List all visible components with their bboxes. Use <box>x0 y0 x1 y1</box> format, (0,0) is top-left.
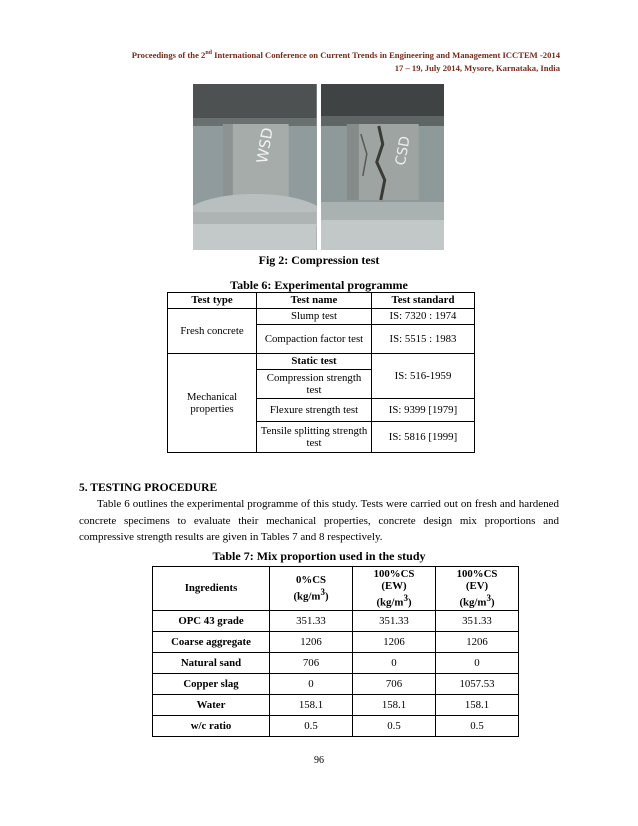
value-cell: 351.33 <box>353 610 436 631</box>
figure-caption: Fig 2: Compression test <box>258 253 380 267</box>
test-name-cell: Compaction factor test <box>257 325 372 354</box>
test-standard-cell: IS: 5816 [1999] <box>372 422 475 453</box>
table7-caption: Table 7: Mix proportion used in the study <box>212 549 426 563</box>
table-header-row <box>153 567 519 611</box>
value-cell: 351.33 <box>436 610 519 631</box>
test-name-cell: Flexure strength test <box>257 399 372 422</box>
section-paragraph: Table 6 outlines the experimental programme of this study. Tests were carried out on fresh and hardened concrete specimens to evaluate their mechanical properties, concrete design mix proportions and compressive strength results are given in Tables 7 and 8 respectively. <box>79 498 559 543</box>
header-text-rest: International Conference on Current Trends in Engineering and Management ICCTEM -2014 <box>212 49 560 60</box>
unit-text: (kg/m <box>376 596 404 609</box>
table-row <box>168 354 475 370</box>
value-cell: 1057.53 <box>436 673 519 694</box>
conference-header <box>132 47 560 75</box>
table-row <box>153 715 519 736</box>
value-cell: 0 <box>436 652 519 673</box>
value-cell: 706 <box>270 652 353 673</box>
header-line-2: 17 – 19, July 2014, Mysore, Karnataka, India <box>394 62 560 73</box>
table-row <box>153 631 519 652</box>
value-cell: 0 <box>270 673 353 694</box>
header-cell: Ingredients <box>153 567 270 611</box>
page-number: 96 <box>314 755 324 766</box>
table-row <box>168 309 475 325</box>
value-cell: 0.5 <box>436 715 519 736</box>
table-row <box>153 694 519 715</box>
test-standard-cell: IS: 516-1959 <box>372 354 475 399</box>
header-cell <box>270 567 353 611</box>
ingredient-cell: Coarse aggregate <box>153 631 270 652</box>
test-name-cell: Compression strength test <box>257 370 372 399</box>
test-name-cell: Tensile splitting strength test <box>257 422 372 453</box>
section-heading: 5. TESTING PROCEDURE <box>79 482 218 494</box>
photo-intact-cube <box>193 84 317 250</box>
header-cell <box>353 567 436 611</box>
unit-sup: 3 <box>403 593 408 603</box>
header-cell: Test type <box>168 293 257 309</box>
table-row <box>153 652 519 673</box>
header-line: 100%CS <box>456 568 498 580</box>
header-unit <box>439 592 515 609</box>
test-standard-cell: IS: 9399 [1979] <box>372 399 475 422</box>
header-line: 100%CS <box>373 568 415 580</box>
header-unit <box>273 586 349 603</box>
value-cell: 0 <box>353 652 436 673</box>
unit-sup: 3 <box>486 593 491 603</box>
table-header-row <box>168 293 475 309</box>
table-row <box>153 673 519 694</box>
unit-text: (kg/m <box>293 590 321 603</box>
header-line-1 <box>132 47 560 62</box>
compression-test-photos <box>193 84 444 250</box>
header-cell: Test standard <box>372 293 475 309</box>
header-cell: Test name <box>257 293 372 309</box>
header-sup: nd <box>205 50 213 56</box>
unit-close: ) <box>490 596 495 609</box>
unit-sup: 3 <box>320 587 325 597</box>
header-cell <box>436 567 519 611</box>
header-line: (EV) <box>465 580 489 592</box>
value-cell: 1206 <box>270 631 353 652</box>
test-standard-cell: IS: 7320 : 1974 <box>372 309 475 325</box>
photo-cracked-cube <box>321 84 445 250</box>
experimental-programme-table <box>167 292 475 453</box>
test-standard-cell: IS: 5515 : 1983 <box>372 325 475 354</box>
value-cell: 158.1 <box>436 694 519 715</box>
static-test-label: Static test <box>257 354 372 370</box>
header-text: Proceedings of the 2 <box>131 49 206 60</box>
value-cell: 158.1 <box>353 694 436 715</box>
value-cell: 0.5 <box>353 715 436 736</box>
cube-marking: WSD <box>252 126 277 165</box>
ingredient-cell: Natural sand <box>153 652 270 673</box>
value-cell: 706 <box>353 673 436 694</box>
value-cell: 1206 <box>353 631 436 652</box>
value-cell: 158.1 <box>270 694 353 715</box>
ingredient-cell: OPC 43 grade <box>153 610 270 631</box>
ingredient-cell: Water <box>153 694 270 715</box>
ingredient-cell: w/c ratio <box>153 715 270 736</box>
unit-close: ) <box>407 596 412 609</box>
test-type-cell: Mechanical properties <box>168 354 257 453</box>
test-name-cell: Slump test <box>257 309 372 325</box>
table6-caption: Table 6: Experimental programme <box>230 278 408 292</box>
value-cell: 0.5 <box>270 715 353 736</box>
ingredient-cell: Copper slag <box>153 673 270 694</box>
unit-text: (kg/m <box>459 596 487 609</box>
unit-close: ) <box>324 590 329 603</box>
header-unit <box>356 592 432 609</box>
header-line: (EW) <box>381 580 407 592</box>
value-cell: 351.33 <box>270 610 353 631</box>
header-line: 0%CS <box>296 574 326 586</box>
cube-marking: CSD <box>392 134 414 167</box>
value-cell: 1206 <box>436 631 519 652</box>
test-type-cell: Fresh concrete <box>168 309 257 354</box>
table-row <box>153 610 519 631</box>
mix-proportion-table <box>152 566 519 737</box>
